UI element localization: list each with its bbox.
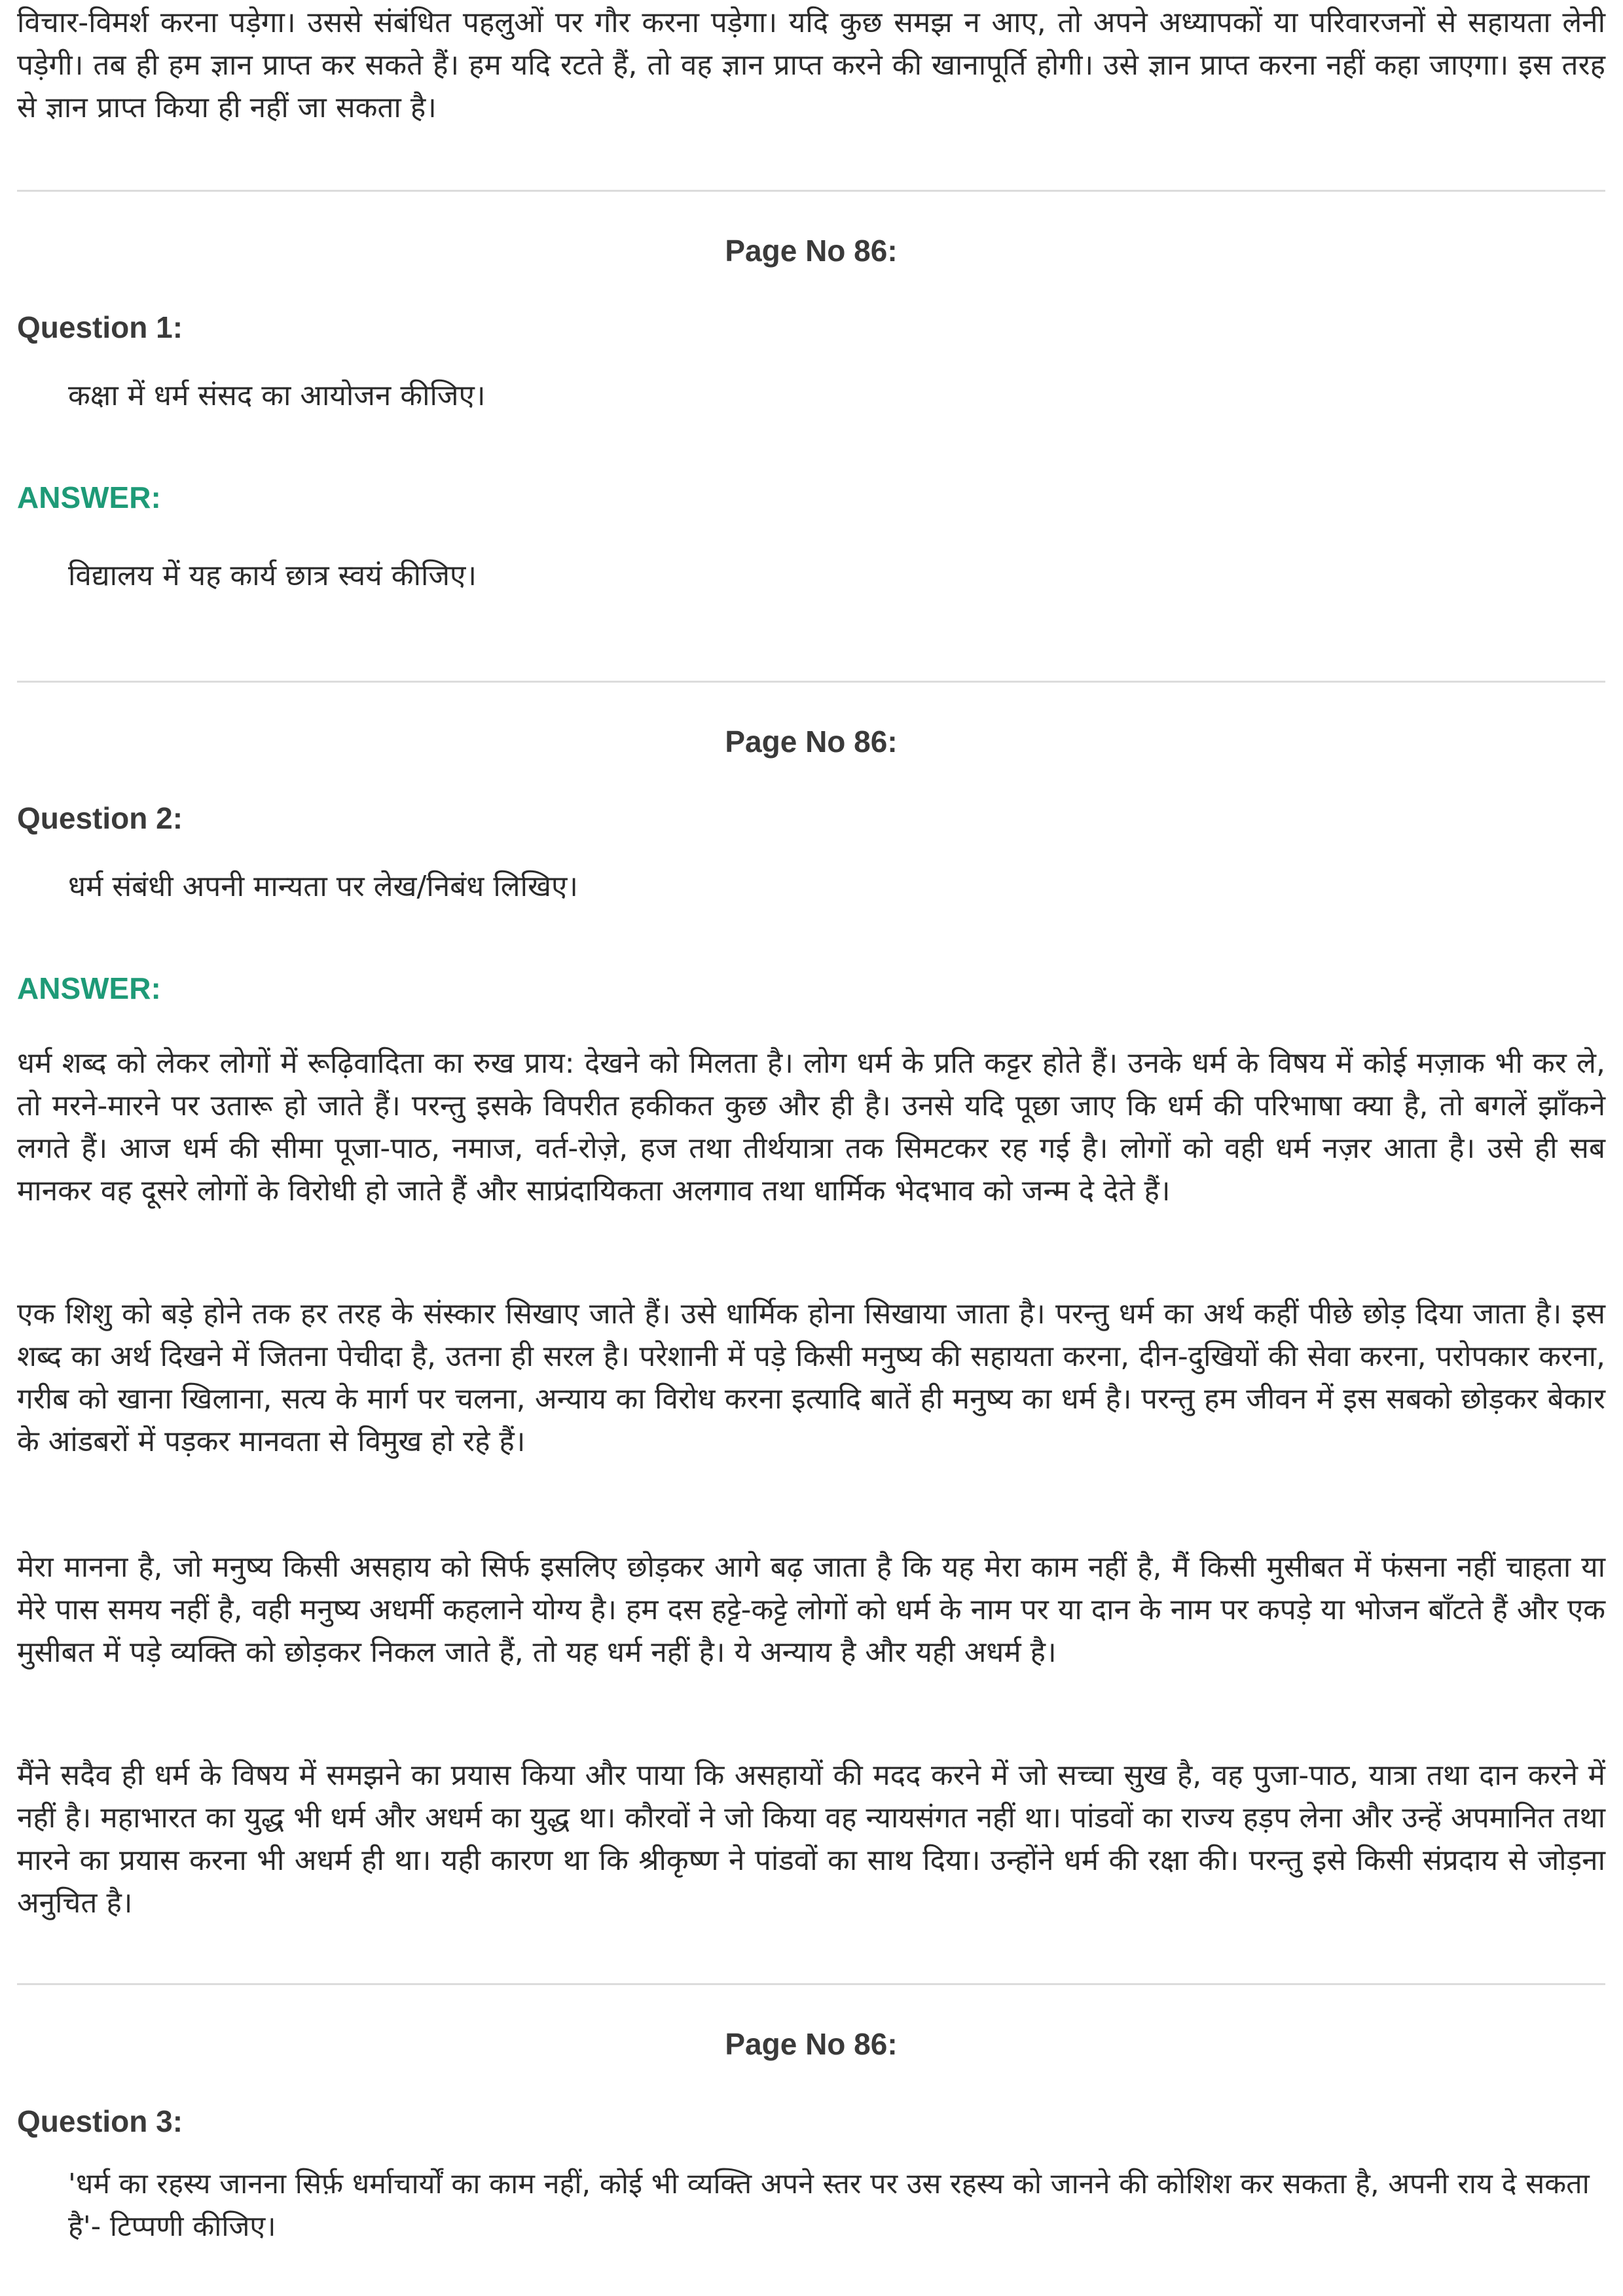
- question-3-block: [17, 2163, 1605, 2248]
- question-1-text: कक्षा में धर्म संसद का आयोजन कीजिए।: [68, 379, 486, 412]
- question-1-block: [17, 374, 1605, 417]
- answer-2-block: [17, 1042, 1605, 1212]
- question-2-heading: Question 2:: [17, 801, 183, 835]
- answer-2-paragraph: मैंने सदैव ही धर्म के विषय में समझने का प्रयास किया और पाया कि असहायों की मदद करने में जो सच्चा सुख है, वह पुजा-पाठ, यात्रा तथा दान करने में नहीं है। महाभारत का युद्ध भी धर्म और अधर्म का युद्ध था। कौरवों ने जो किया वह न्यायसंगत नहीं था। पांडवों का राज्य हड़प लेना और उन्हें अपमानित तथा मारने का प्रयास करना भी अधर्म ही था। यही कारण था कि श्रीकृष्ण ने पांडवों का साथ दिया। उन्होंने धर्म की रक्षा की। परन्तु इसे किसी संप्रदाय से जोड़ना अनुचित है।: [17, 1759, 1605, 1920]
- question-3-text: 'धर्म का रहस्य जानना सिर्फ़ धर्माचार्यों का काम नहीं, कोई भी व्यक्ति अपने स्तर पर उस रहस्य को जानने की कोशिश कर सकता है, अपनी राय दे सकता है'- टिप्पणी कीजिए।: [68, 2168, 1590, 2243]
- answer-2-block: [17, 1293, 1605, 1463]
- answer-1-block: [17, 554, 1605, 597]
- section-divider: [17, 1983, 1605, 1985]
- section-divider: [17, 190, 1605, 192]
- question-3-heading: Question 3:: [17, 2104, 183, 2138]
- page-number-heading: Page No 86:: [725, 725, 898, 759]
- question-1-heading: Question 1:: [17, 310, 183, 344]
- answer-2-paragraph: एक शिशु को बड़े होने तक हर तरह के संस्कार सिखाए जाते हैं। उसे धार्मिक होना सिखाया जाता है। परन्तु धर्म का अर्थ कहीं पीछे छोड़ दिया जाता है। इस शब्द का अर्थ दिखने में जितना पेचीदा है, उतना ही सरल है। परेशानी में पड़े किसी मनुष्य की सहायता करना, दीन-दुखियों की सेवा करना, परोपकार करना, गरीब को खाना खिलाना, सत्य के मार्ग पर चलना, अन्याय का विरोध करना इत्यादि बातें ही मनुष्य का धर्म है। परन्तु हम जीवन में इस सबको छोड़कर बेकार के आंडबरों में पड़कर मानवता से विमुख हो रहे हैं।: [17, 1297, 1605, 1458]
- answer-1-paragraph: विद्यालय में यह कार्य छात्र स्वयं कीजिए।: [68, 559, 477, 592]
- page-number-heading: Page No 86:: [725, 2027, 898, 2061]
- answer-2-heading: ANSWER:: [17, 971, 161, 1005]
- answer-1-heading: ANSWER:: [17, 480, 161, 514]
- page-number-heading: Page No 86:: [725, 234, 898, 268]
- answer-2-block: [17, 1546, 1605, 1674]
- intro-block: [17, 1, 1605, 129]
- answer-2-block: [17, 1754, 1605, 1924]
- answer-2-paragraph: मेरा मानना है, जो मनुष्य किसी असहाय को सिर्फ इसलिए छोड़कर आगे बढ़ जाता है कि यह मेरा काम नहीं है, मैं किसी मुसीबत में फंसना नहीं चाहता या मेरे पास समय नहीं है, वही मनुष्य अधर्मी कहलाने योग्य है। हम दस हट्टे-कट्टे लोगों को धर्म के नाम पर या दान के नाम पर कपड़े या भोजन बाँटते हैं और एक मुसीबत में पड़े व्यक्ति को छोड़कर निकल जाते हैं, तो यह धर्म नहीं है। ये अन्याय है और यही अधर्म है।: [17, 1551, 1605, 1669]
- section-divider: [17, 681, 1605, 683]
- intro-paragraph: विचार-विमर्श करना पड़ेगा। उससे संबंधित पहलुओं पर गौर करना पड़ेगा। यदि कुछ समझ न आए, तो अपने अध्यापकों या परिवारजनों से सहायता लेनी पड़ेगी। तब ही हम ज्ञान प्राप्त कर सकते हैं। हम यदि रटते हैं, तो वह ज्ञान प्राप्त करने की खानापूर्ति होगी। उसे ज्ञान प्राप्त करना नहीं कहा जाएगा। इस तरह से ज्ञान प्राप्त किया ही नहीं जा सकता है।: [17, 6, 1605, 124]
- question-2-text: धर्म संबंधी अपनी मान्यता पर लेख/निबंध लिखिए।: [68, 870, 578, 903]
- question-2-block: [17, 865, 1605, 908]
- answer-2-paragraph: धर्म शब्द को लेकर लोगों में रूढ़िवादिता का रुख प्राय: देखने को मिलता है। लोग धर्म के प्रति कट्टर होते हैं। उनके धर्म के विषय में कोई मज़ाक भी कर ले, तो मरने-मारने पर उतारू हो जाते हैं। परन्तु इसके विपरीत हकीकत कुछ और ही है। उनसे यदि पूछा जाए कि धर्म की परिभाषा क्या है, तो बगलें झाँकने लगते हैं। आज धर्म की सीमा पूजा-पाठ, नमाज, वर्त-रोज़े, हज तथा तीर्थयात्रा तक सिमटकर रह गई है। लोगों को वही धर्म नज़र आता है। उसे ही सब मानकर वह दूसरे लोगों के विरोधी हो जाते हैं और साप्रंदायिकता अलगाव तथा धार्मिक भेदभाव को जन्म दे देते हैं।: [17, 1047, 1605, 1208]
